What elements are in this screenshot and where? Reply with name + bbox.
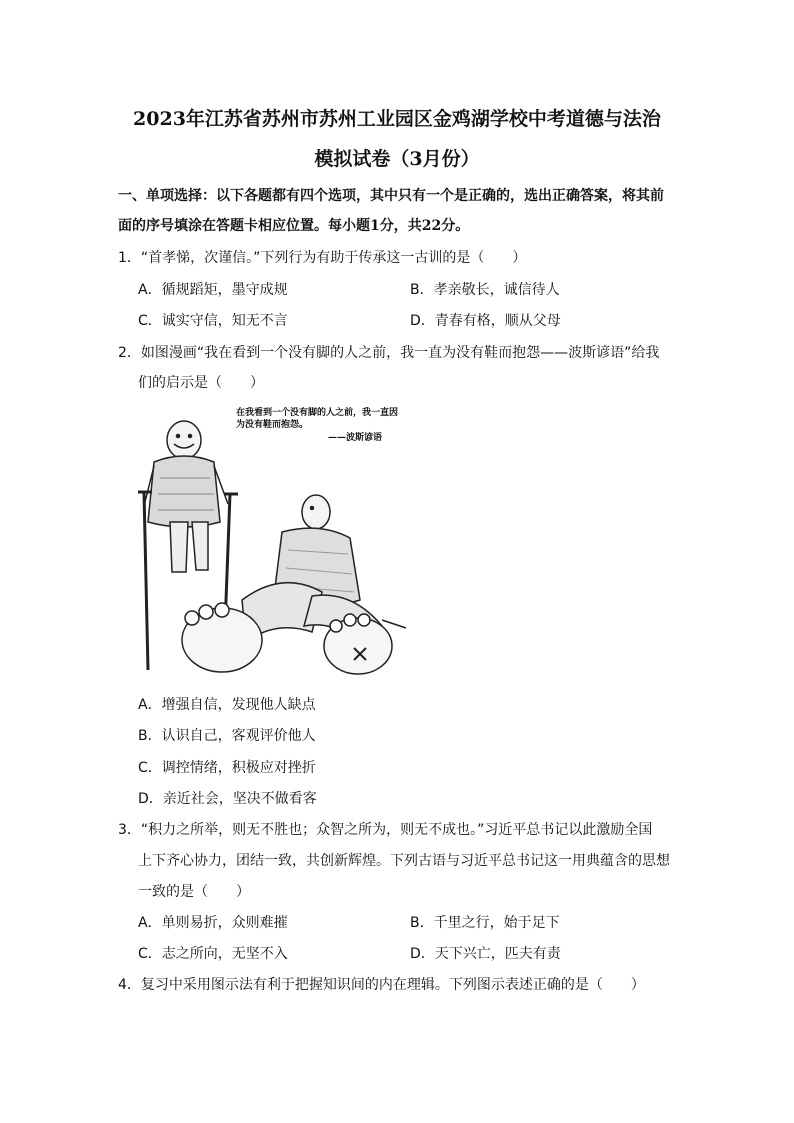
cartoon-caption-line2: 为没有鞋而抱怨。	[236, 420, 309, 430]
question-2-option-a: A．增强自信，发现他人缺点	[138, 697, 316, 713]
question-3-option-c: C．志之所向，无坚不入	[138, 946, 288, 962]
question-2-stem-line2: 们的启示是（ ）	[138, 375, 264, 391]
question-3-stem-line3: 一致的是（ ）	[138, 884, 250, 900]
exam-title-line1: 2023年江苏省苏州市苏州工业园区金鸡湖学校中考道德与法治	[133, 108, 661, 130]
question-2-option-b: B．认识自己，客观评价他人	[138, 728, 316, 744]
question-3-option-d: D．天下兴亡，匹夫有责	[410, 946, 561, 962]
question-1-option-a: A．循规蹈矩，墨守成规	[138, 282, 288, 298]
question-1-option-b: B．孝亲敬长，诚信待人	[410, 282, 560, 298]
question-1-option-d: D．青春有格，顺从父母	[410, 313, 561, 329]
question-3-stem-line2: 上下齐心协力，团结一致，共创新辉煌。下列古语与习近平总书记这一用典蕴含的思想	[138, 853, 670, 869]
question-2-option-c: C．调控情绪，积极应对挫折	[138, 760, 316, 776]
question-3-stem-line1: 3．“积力之所举，则无不胜也；众智之所为，则无不成也。”习近平总书记以此激励全国	[118, 822, 653, 838]
section-heading-line2: 面的序号填涂在答题卡相应位置。每小题1分，共22分。	[118, 218, 470, 234]
question-3-option-b: B．千里之行，始于足下	[410, 915, 560, 931]
question-2-option-d: D．亲近社会，坚决不做看客	[138, 791, 317, 807]
question-3-option-a: A．单则易折，众则难摧	[138, 915, 288, 931]
question-4-stem: 4．复习中采用图示法有利于把握知识间的内在理辑。下列图示表述正确的是（ ）	[118, 977, 645, 993]
section-heading-line1: 一、单项选择：以下各题都有四个选项，其中只有一个是正确的，选出正确答案，将其前	[118, 188, 664, 204]
question-2-cartoon	[132, 400, 418, 680]
cartoon-caption-line1: 在我看到一个没有脚的人之前，我一直因	[236, 408, 399, 418]
cartoon-caption-source: ——波斯谚语	[328, 433, 383, 443]
question-1-stem: 1．“首孝悌，次谨信。”下列行为有助于传承这一古训的是（ ）	[118, 250, 527, 266]
cartoon-illustration	[132, 400, 418, 680]
exam-title-line2: 模拟试卷（3月份）	[314, 148, 480, 170]
question-1-option-c: C．诚实守信，知无不言	[138, 313, 288, 329]
question-2-stem-line1: 2．如图漫画“我在看到一个没有脚的人之前，我一直为没有鞋而抱怨——波斯谚语”给我	[118, 345, 660, 361]
